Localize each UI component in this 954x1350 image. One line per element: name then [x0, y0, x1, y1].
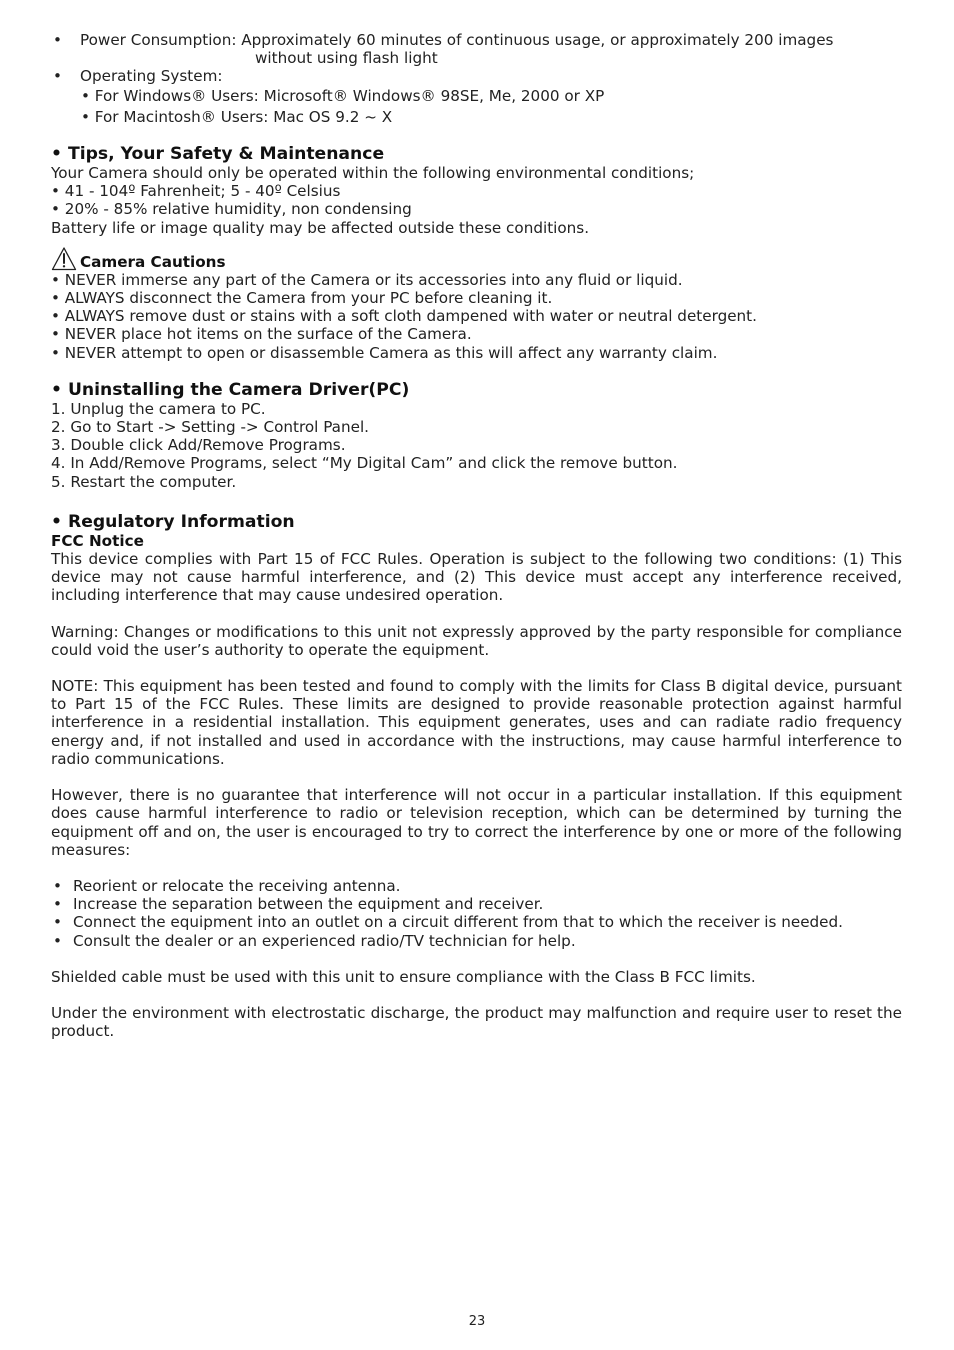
spec-os: [51, 67, 902, 85]
list-item: • Increase the separation between the equipment and receiver.: [53, 895, 544, 914]
spec-power: [51, 31, 902, 49]
uninstall-step: 3. Double click Add/Remove Programs.: [51, 436, 346, 455]
bullet: •: [53, 31, 62, 49]
caution-item: • NEVER attempt to open or disassemble Camera as this will affect any warranty claim.: [51, 343, 718, 362]
measure-text: Connect the equipment into an outlet on a circuit different from that to which the receiver is needed.: [73, 913, 843, 932]
power-text-continued: without using flash light: [255, 49, 438, 68]
esd-paragraph: Under the environment with electrostatic discharge, the product may malfunction and require user to reset the product.: [51, 1003, 902, 1041]
page-number: 23: [468, 1314, 486, 1329]
tips-intro: Your Camera should only be operated within the following environmental conditions;: [51, 164, 695, 183]
uninstall-step: 2. Go to Start -> Setting -> Control Panel.: [51, 418, 370, 437]
os-windows: • For Windows® Users: Microsoft® Windows® 98SE, Me, 2000 or XP: [81, 86, 605, 105]
power-label: Power Consumption:: [80, 31, 237, 49]
caution-item: • NEVER immerse any part of the Camera or its accessories into any fluid or liquid.: [51, 270, 683, 289]
uninstall-heading: • Uninstalling the Camera Driver(PC): [51, 379, 410, 400]
list-item: • Connect the equipment into an outlet on a circuit different from that to which the receiver is needed.: [53, 913, 843, 932]
fcc-shielded-cable-paragraph: Shielded cable must be used with this unit to ensure compliance with the Class B FCC limits.: [51, 967, 756, 986]
caution-item: • ALWAYS remove dust or stains with a soft cloth dampened with water or neutral detergent.: [51, 307, 757, 326]
page-content: [51, 31, 902, 1040]
list-item: • Consult the dealer or an experienced radio/TV technician for help.: [53, 931, 576, 950]
caution-item: • NEVER place hot items on the surface of the Camera.: [51, 325, 472, 344]
list-item: • Reorient or relocate the receiving antenna.: [53, 876, 401, 895]
measure-text: Increase the separation between the equipment and receiver.: [73, 895, 544, 914]
tips-note: Battery life or image quality may be affected outside these conditions.: [51, 218, 590, 237]
fcc-measures-list: [51, 877, 902, 950]
caution-item: • ALWAYS disconnect the Camera from your PC before cleaning it.: [51, 289, 553, 308]
tips-heading: • Tips, Your Safety & Maintenance: [51, 144, 385, 165]
fcc-warning-paragraph: Warning: Changes or modifications to this unit not expressly approved by the party responsible for compliance could void the user’s authority to operate the equipment.: [51, 622, 902, 659]
fcc-paragraph: This device complies with Part 15 of FCC Rules. Operation is subject to the following two conditions: (1) This device may not cause harmful interference, and (2) This device must accept any interference received, including interference that may cause undesired operation.: [51, 550, 902, 605]
uninstall-step: 1. Unplug the camera to PC.: [51, 399, 266, 418]
tips-condition: • 41 - 104º Fahrenheit; 5 - 40º Celsius: [51, 182, 341, 201]
uninstall-step: 4. In Add/Remove Programs, select “My Digital Cam” and click the remove button.: [51, 454, 678, 473]
cautions-heading: Camera Cautions: [80, 252, 226, 271]
fcc-notice-heading: FCC Notice: [51, 531, 144, 550]
os-mac: • For Macintosh® Users: Mac OS 9.2 ~ X: [81, 107, 393, 126]
cautions-heading-row: [51, 245, 902, 271]
power-text: Approximately 60 minutes of continuous usage, or approximately 200 images: [241, 31, 834, 49]
fcc-guarantee-paragraph: However, there is no guarantee that interference will not occur in a particular installation. If this equipment does cause harmful interference to radio or television reception, which can be determined by turning the equipment off and on, the user is encouraged to try to correct the interference by one or more of the following measures:: [51, 786, 902, 859]
regulatory-heading: • Regulatory Information: [51, 511, 295, 532]
bullet: •: [53, 67, 62, 86]
uninstall-step: 5. Restart the computer.: [51, 472, 237, 491]
warning-icon: [51, 246, 77, 271]
tips-condition: • 20% - 85% relative humidity, non condensing: [51, 200, 412, 219]
measure-text: Consult the dealer or an experienced radio/TV technician for help.: [73, 931, 576, 950]
measure-text: Reorient or relocate the receiving antenna.: [73, 876, 401, 895]
os-label: Operating System:: [80, 67, 223, 86]
fcc-note-paragraph: NOTE: This equipment has been tested and found to comply with the limits for Class B digital device, pursuant to Part 15 of the FCC Rules. These limits are designed to provide reasonable protection against harmful interference in a residential installation. This equipment generates, uses and can radiate radio frequency energy and, if not installed and used in accordance with the instructions, may cause harmful interference to radio communications.: [51, 677, 902, 768]
